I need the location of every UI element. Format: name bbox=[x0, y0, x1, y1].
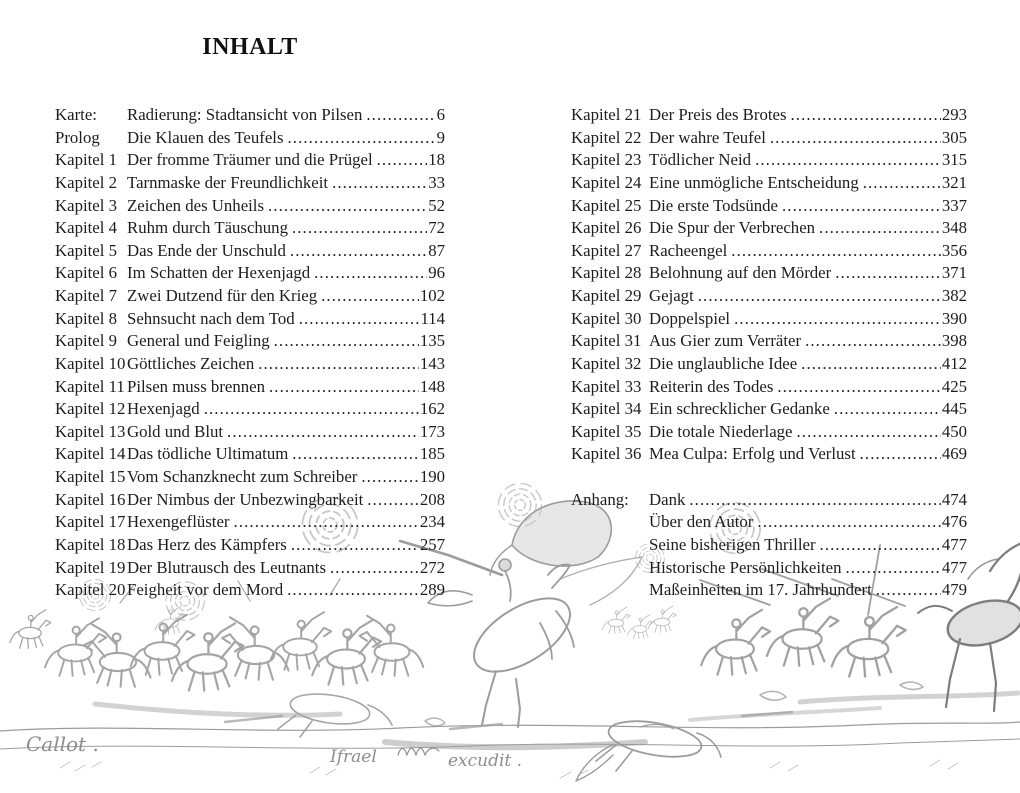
toc-entry-title: Gejagt bbox=[649, 286, 694, 305]
toc-entry bbox=[55, 104, 445, 127]
toc-entry-page: 135 bbox=[419, 331, 445, 351]
dot-leader bbox=[791, 104, 941, 127]
dot-leader bbox=[782, 195, 941, 218]
toc-entry-label: Kapitel 33 bbox=[571, 376, 642, 396]
dot-leader bbox=[274, 330, 419, 353]
toc-entry-page: 445 bbox=[941, 399, 967, 419]
dot-leader bbox=[845, 557, 940, 580]
toc-entry-label: Kapitel 27 bbox=[571, 240, 642, 260]
toc-entry-label: Kapitel 2 bbox=[55, 172, 117, 192]
toc-entry bbox=[571, 308, 967, 331]
toc-entry bbox=[571, 240, 967, 263]
toc-entry-label: Kapitel 25 bbox=[571, 195, 642, 215]
toc-entry bbox=[571, 172, 967, 195]
dot-leader bbox=[801, 353, 941, 376]
toc-entry-label: Kapitel 29 bbox=[571, 286, 642, 305]
toc-entry-label: Kapitel 28 bbox=[571, 263, 642, 283]
toc-entry-page: 474 bbox=[941, 489, 967, 509]
dot-leader bbox=[291, 534, 419, 557]
toc-entry-title: Vom Schanzknecht zum Schreiber bbox=[127, 467, 358, 486]
toc-entry bbox=[571, 376, 967, 399]
dot-leader bbox=[366, 104, 435, 127]
toc-entry bbox=[55, 376, 445, 399]
signature-callot: Callot . bbox=[26, 732, 99, 756]
toc-entry-page: 33 bbox=[428, 172, 445, 192]
toc-appendix bbox=[571, 489, 967, 602]
dot-leader bbox=[820, 534, 941, 557]
toc-entry-title: Das Herz des Kämpfers bbox=[127, 534, 287, 554]
toc-entry-title: Pilsen muss brennen bbox=[127, 376, 265, 396]
dot-leader bbox=[863, 172, 941, 195]
toc-entry-title: Tödlicher Neid bbox=[649, 150, 752, 170]
toc-entry-page: 321 bbox=[941, 172, 967, 192]
toc-entry-label: Anhang: bbox=[571, 489, 629, 509]
toc-entry-page: 234 bbox=[419, 512, 445, 532]
toc-entry-label: Kapitel 13 bbox=[55, 421, 126, 441]
dot-leader bbox=[367, 489, 419, 512]
dot-leader bbox=[734, 308, 941, 331]
toc-entry bbox=[55, 240, 445, 263]
toc-entry-label: Kapitel 18 bbox=[55, 534, 126, 554]
toc-entry-page: 162 bbox=[419, 399, 445, 419]
toc-entry bbox=[55, 579, 445, 602]
toc-entry bbox=[55, 308, 445, 331]
toc-entry-title: Der wahre Teufel bbox=[649, 127, 766, 147]
toc-entry-title: Seine bisherigen Thriller bbox=[649, 534, 816, 554]
toc-entry bbox=[571, 511, 967, 534]
dot-leader bbox=[290, 240, 427, 263]
toc-entry bbox=[571, 489, 967, 512]
toc-entry-title: Die unglaubliche Idee bbox=[649, 353, 798, 373]
dot-leader bbox=[234, 511, 419, 534]
toc-entry-label: Kapitel 17 bbox=[55, 512, 126, 532]
toc-entry-title: Die erste Todsünde bbox=[649, 195, 779, 215]
toc-entry-label: Kapitel 21 bbox=[571, 105, 642, 124]
toc-entry-page: 257 bbox=[419, 534, 445, 554]
toc-entry-label: Kapitel 22 bbox=[571, 127, 642, 147]
toc-entry-label: Kapitel 24 bbox=[571, 172, 642, 192]
dot-leader bbox=[288, 127, 436, 150]
toc-entry-page: 477 bbox=[941, 534, 967, 554]
toc-entry-title: Racheengel bbox=[649, 240, 728, 260]
dot-leader bbox=[314, 262, 427, 285]
toc-entry-title: Über den Autor bbox=[649, 512, 754, 532]
toc-entry bbox=[571, 398, 967, 421]
toc-entry bbox=[55, 398, 445, 421]
toc-entry-page: 6 bbox=[436, 105, 445, 124]
toc-entry-page: 337 bbox=[941, 195, 967, 215]
toc-entry-page: 96 bbox=[428, 263, 445, 283]
toc-entry-title: Reiterin des Todes bbox=[649, 376, 774, 396]
toc-entry-title: Dank bbox=[649, 489, 686, 509]
toc-entry bbox=[571, 195, 967, 218]
toc-entry-label: Kapitel 20 bbox=[55, 580, 126, 600]
dot-leader bbox=[757, 511, 940, 534]
dot-leader bbox=[287, 579, 419, 602]
dot-leader bbox=[292, 443, 419, 466]
toc-entry-page: 208 bbox=[419, 489, 445, 509]
toc-entry-page: 479 bbox=[941, 580, 967, 600]
toc-entry-label: Kapitel 16 bbox=[55, 489, 126, 509]
toc-entry bbox=[55, 511, 445, 534]
toc-entry-title: Hexenjagd bbox=[127, 399, 200, 419]
toc-entry-page: 315 bbox=[941, 150, 967, 170]
toc-entry-label: Kapitel 9 bbox=[55, 331, 117, 351]
dot-leader bbox=[797, 421, 941, 444]
toc-entry-label: Kapitel 30 bbox=[571, 308, 642, 328]
dot-leader bbox=[269, 376, 419, 399]
toc-entry-title: Doppelspiel bbox=[649, 308, 731, 328]
toc-entry-page: 173 bbox=[419, 421, 445, 441]
dot-leader bbox=[321, 285, 419, 308]
toc-entry-title: Zeichen des Unheils bbox=[127, 195, 265, 215]
toc-entry-label: Kapitel 15 bbox=[55, 467, 126, 486]
dot-leader bbox=[332, 172, 427, 195]
toc-entry bbox=[55, 262, 445, 285]
toc-entry-page: 143 bbox=[419, 353, 445, 373]
toc-entry-title: Mea Culpa: Erfolg und Verlust bbox=[649, 444, 856, 464]
toc-entry-page: 356 bbox=[941, 240, 967, 260]
toc-entry-title: Ruhm durch Täuschung bbox=[127, 218, 288, 238]
dot-leader bbox=[689, 489, 940, 512]
toc-entry bbox=[55, 195, 445, 218]
dot-leader bbox=[876, 579, 941, 602]
toc-entry-title: Maßeinheiten im 17. Jahrhundert bbox=[649, 580, 872, 600]
toc-entry-page: 477 bbox=[941, 557, 967, 577]
toc-entry-label: Kapitel 4 bbox=[55, 218, 117, 238]
toc-entry-page: 87 bbox=[428, 240, 445, 260]
page-title: INHALT bbox=[202, 34, 298, 60]
toc-entry-label: Kapitel 3 bbox=[55, 195, 117, 215]
toc-entry-page: 272 bbox=[419, 557, 445, 577]
dot-leader bbox=[330, 557, 419, 580]
toc-entry-title: Der fromme Träumer und die Prügel bbox=[127, 150, 373, 170]
toc-entry-page: 9 bbox=[436, 127, 445, 147]
dot-leader bbox=[731, 240, 941, 263]
toc-entry bbox=[571, 285, 967, 308]
toc-entry-title: Im Schatten der Hexenjagd bbox=[127, 263, 311, 283]
dot-leader bbox=[299, 308, 420, 331]
toc-entry-label: Kapitel 12 bbox=[55, 399, 126, 419]
toc-entry bbox=[55, 557, 445, 580]
toc-entry-label: Kapitel 5 bbox=[55, 240, 117, 260]
toc-entry-page: 18 bbox=[428, 150, 445, 170]
toc-entry bbox=[571, 149, 967, 172]
toc-entry-page: 382 bbox=[941, 286, 967, 305]
toc-entry-page: 185 bbox=[419, 444, 445, 464]
toc-entry-title: Belohnung auf den Mörder bbox=[649, 263, 832, 283]
toc-entry-label: Kapitel 32 bbox=[571, 353, 642, 373]
toc-entry-label: Kapitel 19 bbox=[55, 557, 126, 577]
toc-entry-page: 289 bbox=[419, 580, 445, 600]
toc-entry-title: Die Spur der Verbrechen bbox=[649, 218, 816, 238]
toc-entry-title: Sehnsucht nach dem Tod bbox=[127, 308, 295, 328]
toc-entry-page: 102 bbox=[419, 286, 445, 305]
dot-leader bbox=[770, 127, 941, 150]
toc-entry-title: Hexengeflüster bbox=[127, 512, 230, 532]
dot-leader bbox=[819, 217, 941, 240]
toc-entry bbox=[55, 285, 445, 308]
toc-entry bbox=[55, 330, 445, 353]
toc-entry-page: 348 bbox=[941, 218, 967, 238]
dot-leader bbox=[227, 421, 419, 444]
toc-entry bbox=[571, 353, 967, 376]
toc-entry-title: Eine unmögliche Entscheidung bbox=[649, 172, 859, 192]
toc-left-column bbox=[55, 104, 445, 602]
toc-entry bbox=[55, 466, 445, 489]
etching-distant-riders bbox=[155, 606, 676, 639]
dot-leader bbox=[361, 466, 418, 489]
dot-leader bbox=[834, 398, 941, 421]
toc-entry-title: Göttliches Zeichen bbox=[127, 353, 255, 373]
toc-entry-page: 293 bbox=[941, 105, 967, 124]
toc-entry bbox=[571, 421, 967, 444]
toc-right-column bbox=[571, 104, 967, 602]
toc-entry-title: Historische Persönlichkeiten bbox=[649, 557, 842, 577]
toc-entry-label: Kapitel 35 bbox=[571, 421, 642, 441]
toc-entry bbox=[55, 217, 445, 240]
toc-entry-title: Das Ende der Unschuld bbox=[127, 240, 286, 260]
dot-leader bbox=[258, 353, 419, 376]
toc-entry bbox=[571, 262, 967, 285]
dot-leader bbox=[698, 285, 941, 308]
toc-entry-page: 476 bbox=[941, 512, 967, 532]
toc-entry-title: Aus Gier zum Verräter bbox=[649, 331, 802, 351]
toc-entry bbox=[55, 149, 445, 172]
toc-entry bbox=[55, 489, 445, 512]
dot-leader bbox=[777, 376, 940, 399]
signature-flourish bbox=[398, 748, 439, 755]
toc-entry-title: Die Klauen des Teufels bbox=[127, 127, 284, 147]
toc-entry bbox=[571, 443, 967, 466]
toc-entry bbox=[571, 217, 967, 240]
toc-entry-title: Feigheit vor dem Mord bbox=[127, 580, 284, 600]
toc-entry bbox=[55, 421, 445, 444]
toc-entry bbox=[571, 104, 967, 127]
toc-entry-page: 72 bbox=[428, 218, 445, 238]
dot-leader bbox=[835, 262, 941, 285]
dot-leader bbox=[204, 398, 419, 421]
toc-entry-page: 425 bbox=[941, 376, 967, 396]
dot-leader bbox=[292, 217, 427, 240]
toc-entry-page: 190 bbox=[419, 467, 445, 486]
dot-leader bbox=[755, 149, 941, 172]
toc-entry-page: 148 bbox=[419, 376, 445, 396]
dot-leader bbox=[860, 443, 941, 466]
toc-entry-title: Zwei Dutzend für den Krieg bbox=[127, 286, 318, 305]
toc-entry-label: Kapitel 1 bbox=[55, 150, 117, 170]
toc-entry-label: Kapitel 23 bbox=[571, 150, 642, 170]
toc-entry-title: Radierung: Stadtansicht von Pilsen bbox=[127, 105, 363, 124]
toc-entry-title: General und Feigling bbox=[127, 331, 270, 351]
appendix-gap bbox=[571, 466, 967, 489]
toc-entry-title: Der Nimbus der Unbezwingbarkeit bbox=[127, 489, 364, 509]
toc-entry bbox=[571, 534, 967, 557]
toc-entry-title: Das tödliche Ultimatum bbox=[127, 444, 289, 464]
toc-entry-label: Kapitel 14 bbox=[55, 444, 126, 464]
toc-entry-title: Tarnmaske der Freundlichkeit bbox=[127, 172, 329, 192]
toc-entry bbox=[55, 172, 445, 195]
toc-entry-label: Kapitel 6 bbox=[55, 263, 117, 283]
etching-fallen-horse bbox=[576, 715, 721, 781]
toc-entry bbox=[55, 127, 445, 150]
signature-israel: Ifrael bbox=[330, 747, 377, 767]
toc-entry-label: Kapitel 34 bbox=[571, 399, 642, 419]
toc-entry-label: Prolog bbox=[55, 127, 100, 147]
toc-entry-label: Kapitel 31 bbox=[571, 331, 642, 351]
signature-excudit: excudit . bbox=[448, 751, 523, 771]
toc-entry bbox=[571, 127, 967, 150]
toc-entry-title: Der Blutrausch des Leutnants bbox=[127, 557, 326, 577]
toc-entry-label: Karte: bbox=[55, 105, 97, 124]
dot-leader bbox=[805, 330, 941, 353]
toc-entry-label: Kapitel 10 bbox=[55, 353, 126, 373]
toc-entry bbox=[571, 330, 967, 353]
toc-entry-page: 469 bbox=[941, 444, 967, 464]
toc-entry bbox=[55, 443, 445, 466]
toc-entry-label: Kapitel 7 bbox=[55, 286, 117, 305]
toc-entry bbox=[55, 534, 445, 557]
toc-entry-title: Der Preis des Brotes bbox=[649, 105, 787, 124]
toc-entry-page: 450 bbox=[941, 421, 967, 441]
toc-entry-page: 114 bbox=[420, 308, 445, 328]
toc-entry-page: 398 bbox=[941, 331, 967, 351]
toc-entry-label: Kapitel 26 bbox=[571, 218, 642, 238]
toc-entry-label: Kapitel 11 bbox=[55, 376, 125, 396]
toc-entry bbox=[571, 579, 967, 602]
toc-entry-title: Ein schrecklicher Gedanke bbox=[649, 399, 830, 419]
toc-entry-page: 305 bbox=[941, 127, 967, 147]
dot-leader bbox=[268, 195, 427, 218]
toc-entry-page: 371 bbox=[941, 263, 967, 283]
toc-entry bbox=[571, 557, 967, 580]
toc-entry-title: Gold und Blut bbox=[127, 421, 224, 441]
toc-entry bbox=[55, 353, 445, 376]
toc-entry-label: Kapitel 8 bbox=[55, 308, 117, 328]
toc-chapters-21-36 bbox=[571, 104, 967, 466]
toc-entry-label: Kapitel 36 bbox=[571, 444, 642, 464]
toc-entry-page: 412 bbox=[941, 353, 967, 373]
toc-entry-page: 390 bbox=[941, 308, 967, 328]
dot-leader bbox=[377, 149, 428, 172]
toc-entry-title: Die totale Niederlage bbox=[649, 421, 793, 441]
toc-entry-page: 52 bbox=[428, 195, 445, 215]
